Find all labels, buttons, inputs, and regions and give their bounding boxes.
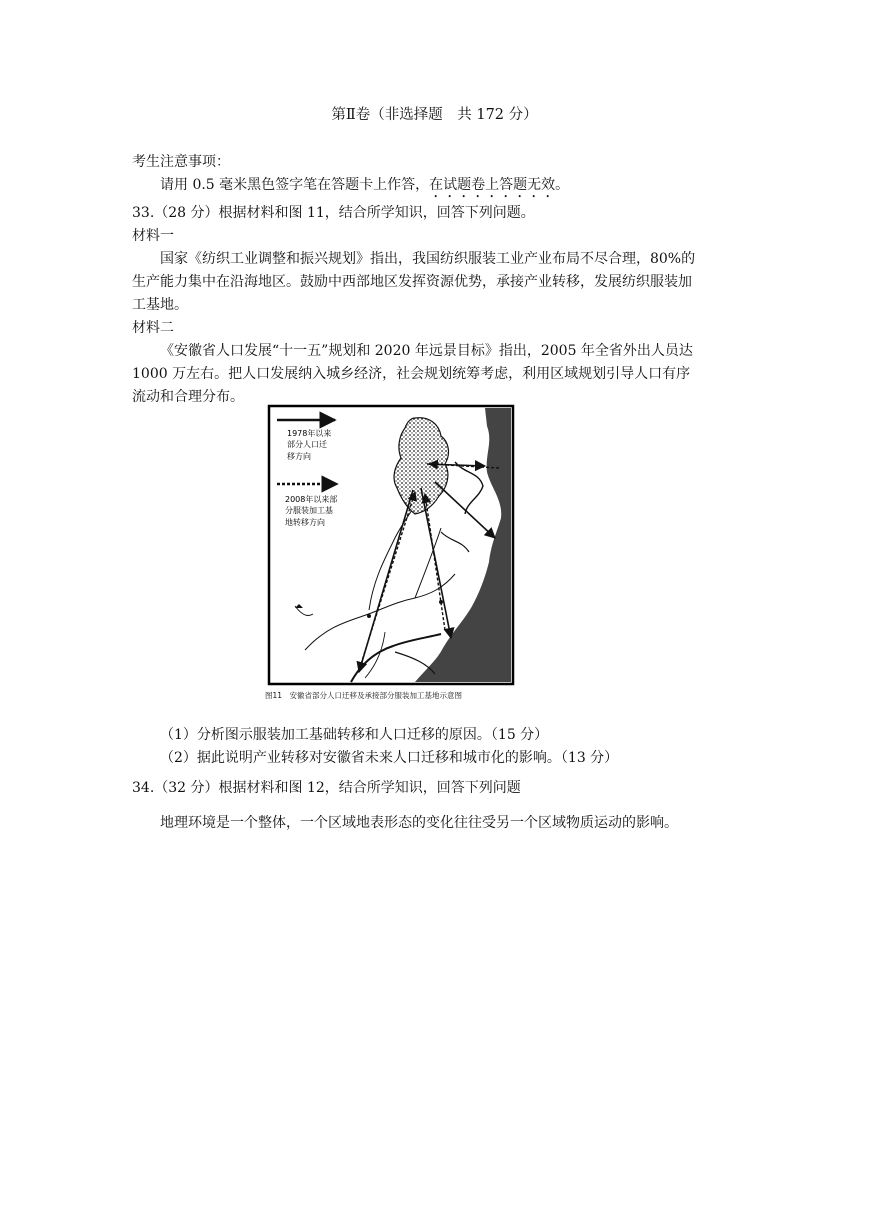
q33-header: 33.（28 分）根据材料和图 11，结合所学知识，回答下列问题。 [132, 205, 535, 221]
notice-text [160, 174, 569, 201]
material2-label: 材料二 [132, 320, 174, 336]
material1-line: 工基地。 [132, 297, 188, 313]
material1-label: 材料一 [132, 228, 174, 244]
legend1-line: 部分人口迁 [287, 440, 327, 449]
legend1-line: 移方向 [287, 452, 311, 461]
legend2-line: 地转移方向 [285, 518, 325, 527]
notice-text-plain: 请用 0.5 毫米黑色签字笔在答题卡上作答， [160, 177, 430, 193]
material2-line: 流动和合理分布。 [132, 389, 244, 405]
sub-question: （2）据此说明产业转移对安徽省未来人口迁移和城市化的影响。（13 分） [160, 750, 619, 766]
material2-line: 1000 万左右。把人口发展纳入城乡经济，社会规划统筹考虑，利用区域规划引导人口有序 [132, 366, 691, 382]
legend2-line: 2008年以来部 [285, 495, 338, 504]
legend1-line: 1978年以来 [287, 429, 332, 438]
sub-question: （1）分析图示服装加工基础转移和人口迁移的原因。（15 分） [160, 727, 549, 743]
notice-heading: 考生注意事项： [132, 154, 230, 170]
figure-caption: 图11 安徽省部分人口迁移及承接部分服装加工基地示意图 [265, 691, 463, 700]
material2-line: 《安徽省人口发展“十一五”规划和 2020 年远景目标》指出，2005 年全省外出人员达 [160, 343, 693, 359]
legend2-line: 分服装加工基 [285, 506, 333, 515]
notice-text-emphasis: 在试题卷上答题无效。 [429, 177, 570, 193]
q34-header: 34.（32 分）根据材料和图 12，结合所学知识，回答下列问题 [132, 780, 521, 796]
section-title: 第Ⅱ卷（非选择题 共 172 分） [331, 107, 538, 123]
material1-line: 生产能力集中在沿海地区。鼓励中西部地区发挥资源优势，承接产业转移，发展纺织服装加 [132, 274, 692, 290]
material1-line: 国家《纺织工业调整和振兴规划》指出，我国纺织服装工业产业布局不尽合理，80%的 [160, 251, 696, 267]
q34-text: 地理环境是一个整体，一个区域地表形态的变化往往受另一个区域物质运动的影响。 [160, 815, 678, 831]
migration-map-figure [265, 402, 517, 688]
